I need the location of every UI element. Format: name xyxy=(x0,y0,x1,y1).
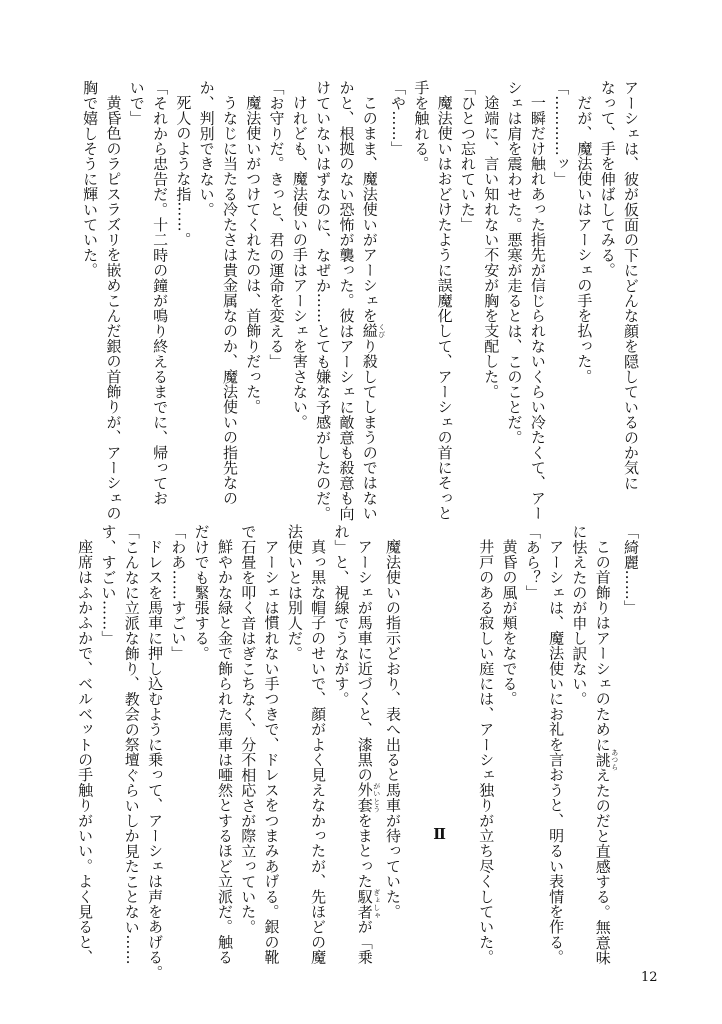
text-line xyxy=(572,80,595,500)
text-line xyxy=(166,524,189,944)
text-line xyxy=(241,80,264,500)
text-segment: 「綺麗……」 xyxy=(622,524,640,616)
text-line xyxy=(73,524,96,965)
text-line xyxy=(521,524,544,944)
text-segment: り殺してしまうのではない xyxy=(360,338,379,521)
text-segment: この首飾りはアーシェのために xyxy=(593,539,612,752)
ruby-word xyxy=(360,323,386,339)
text-segment: 手を触れる。 xyxy=(412,80,431,172)
text-line xyxy=(148,80,171,506)
ruby-reading: あつら xyxy=(610,749,619,771)
text-segment: 黄昏の風が頬をなでる。 xyxy=(500,539,519,707)
text-line xyxy=(143,524,166,980)
text-line xyxy=(357,80,386,521)
ruby-word xyxy=(355,782,381,813)
text-segment: が「乗 xyxy=(355,919,374,965)
ruby-reading: ぎょしゃ xyxy=(372,888,381,920)
top-text-block xyxy=(80,80,642,521)
text-line xyxy=(213,524,236,965)
text-segment: 黄昏色のラピスラズリを嵌めこんだ銀の首飾りが、アーシェの xyxy=(104,95,123,521)
text-line xyxy=(456,80,479,500)
text-line xyxy=(352,524,381,965)
text-segment: か、判別できない。 xyxy=(197,80,216,217)
ruby-word xyxy=(355,888,381,920)
text-segment: 死人のような指……。 xyxy=(174,95,193,248)
blank-line xyxy=(404,524,427,944)
text-segment: このまま、魔法使いがアーシェを xyxy=(360,95,379,324)
text-line xyxy=(264,80,287,500)
text-segment: けていないはずなのに、なぜか……とても嫌な予感がしたのだ。 xyxy=(314,80,333,521)
text-segment: す、すごい……」 xyxy=(99,524,118,646)
text-segment: 「ひとつ忘れていた」 xyxy=(458,80,477,232)
text-line xyxy=(549,80,572,500)
text-line xyxy=(590,524,619,966)
text-segment: なって、手を伸ばしてみる。 xyxy=(598,80,617,278)
text-line xyxy=(259,524,282,965)
text-line xyxy=(474,524,497,965)
text-segment: うなじに当たる冷たさは貴金属なのか、魔法使いの指先なの xyxy=(220,95,239,506)
text-line xyxy=(595,80,618,500)
text-segment: えたのだと直感する。無意味 xyxy=(593,767,612,966)
text-line xyxy=(171,80,194,500)
text-line xyxy=(96,524,119,944)
bottom-text-block xyxy=(76,524,642,980)
text-segment: 「あら？」 xyxy=(523,524,542,600)
text-line xyxy=(189,524,212,944)
text-line xyxy=(124,80,147,500)
text-line xyxy=(236,524,259,944)
text-segment: 法使いとは別人だ。 xyxy=(285,524,304,661)
text-line xyxy=(306,524,329,965)
text-line xyxy=(502,80,525,500)
text-segment: ドレスを馬車に押し込むように乗って、アーシェは声をあげる。 xyxy=(146,539,165,980)
text-line xyxy=(526,80,549,521)
text-segment: をまとった xyxy=(355,812,374,889)
ruby-base: 誂 xyxy=(593,749,612,771)
text-segment: れ」と、視線でうながす。 xyxy=(332,524,351,707)
text-segment: いで」 xyxy=(127,80,146,126)
text-segment: 「お守りだ。きっと、君の運命を変える」 xyxy=(267,80,286,369)
ruby-reading: がいとう xyxy=(372,782,381,813)
text-line xyxy=(329,524,352,944)
text-segment: シェは肩を震わせた。悪寒が走るとは、このことだ。 xyxy=(505,80,524,445)
text-segment: 魔法使いがつけてくれたのは、首飾りだった。 xyxy=(244,95,263,415)
text-line xyxy=(619,524,642,944)
text-line xyxy=(479,80,502,500)
text-segment: 「わあ……すごい」 xyxy=(169,524,188,661)
text-segment: アーシェが馬車に近づくと、漆黒の xyxy=(355,539,374,783)
ruby-base: 馭者 xyxy=(355,888,374,920)
text-segment: だけでも緊張する。 xyxy=(192,524,211,661)
ruby-word xyxy=(593,749,619,771)
text-segment: 途端に、言い知れない不安が胸を支配した。 xyxy=(482,95,501,400)
text-segment: 真っ黒な帽子のせいで、顔がよく見えなかったが、先ほどの魔 xyxy=(309,539,328,965)
text-segment: 「や……」 xyxy=(389,80,408,156)
text-line xyxy=(409,80,432,500)
text-line xyxy=(311,80,334,521)
text-segment: けれども、魔法使いの手はアーシェを害さない。 xyxy=(290,95,309,430)
text-line xyxy=(567,524,590,944)
text-segment: 魔法使いの指示どおり、表へ出ると馬車が待っていた。 xyxy=(384,539,403,920)
section-heading: Ⅱ xyxy=(430,824,449,844)
text-line xyxy=(619,80,642,500)
text-line xyxy=(497,524,520,944)
text-line xyxy=(283,524,306,944)
ruby-base: 縊 xyxy=(360,323,379,339)
text-line xyxy=(544,524,567,965)
text-segment: 「こんなに立派な飾り、教会の祭壇ぐらいしか見たことない…… xyxy=(122,524,141,965)
ruby-base: 外套 xyxy=(355,782,374,813)
text-line xyxy=(288,80,311,500)
text-segment: 一瞬だけ触れあった指先が信じられないくらい冷たくて、アー xyxy=(528,95,547,521)
text-segment: かと、根拠のない恐怖が襲った。彼はアーシェに敵意も殺意も向 xyxy=(337,80,356,521)
text-segment: 魔法使いはおどけたように誤魔化して、アーシェの首にそっと xyxy=(435,95,454,521)
text-line xyxy=(386,80,409,500)
text-line xyxy=(101,80,124,521)
text-segment: だが、魔法使いはアーシェの手を払った。 xyxy=(575,95,594,384)
text-segment: に怯えたのが申し訳ない。 xyxy=(570,524,589,707)
text-segment: アーシェは、魔法使いにお礼を言おうと、明るい表情を作る。 xyxy=(547,539,566,965)
text-segment: 胸で嬉しそうに輝いていた。 xyxy=(81,80,100,278)
text-line xyxy=(432,80,455,521)
text-segment: 井戸のある寂しい庭には、アーシェ独りが立ち尽くしていた。 xyxy=(477,539,496,965)
blank-line xyxy=(451,524,474,944)
text-segment: 「…………ッ」 xyxy=(552,80,571,187)
text-segment: 「それから忠告だ。十二時の鐘が鳴り終えるまでに、帰ってお xyxy=(151,80,170,506)
ruby-reading: くび xyxy=(377,323,386,339)
text-segment: 鮮やかな緑と金で飾られた馬車は唖然とするほど立派だ。触る xyxy=(215,539,234,965)
text-line xyxy=(218,80,241,506)
text-segment: アーシェは慣れない手つきで、ドレスをつまみあげる。銀の靴 xyxy=(262,539,281,965)
text-segment: で石畳を叩く音はぎこちなく、分不相応さが際立っていた。 xyxy=(239,524,258,935)
page-number: 12 xyxy=(641,970,658,985)
text-line xyxy=(334,80,357,521)
text-segment: 座席はふかふかで、ベルベットの手触りがいい。よく見ると、 xyxy=(76,539,95,965)
text-line xyxy=(381,524,404,944)
text-segment: アーシェは、彼が仮面の下にどんな顔を隠しているのか気に xyxy=(622,80,640,491)
text-line xyxy=(119,524,142,965)
text-line xyxy=(194,80,217,500)
text-line xyxy=(78,80,101,500)
